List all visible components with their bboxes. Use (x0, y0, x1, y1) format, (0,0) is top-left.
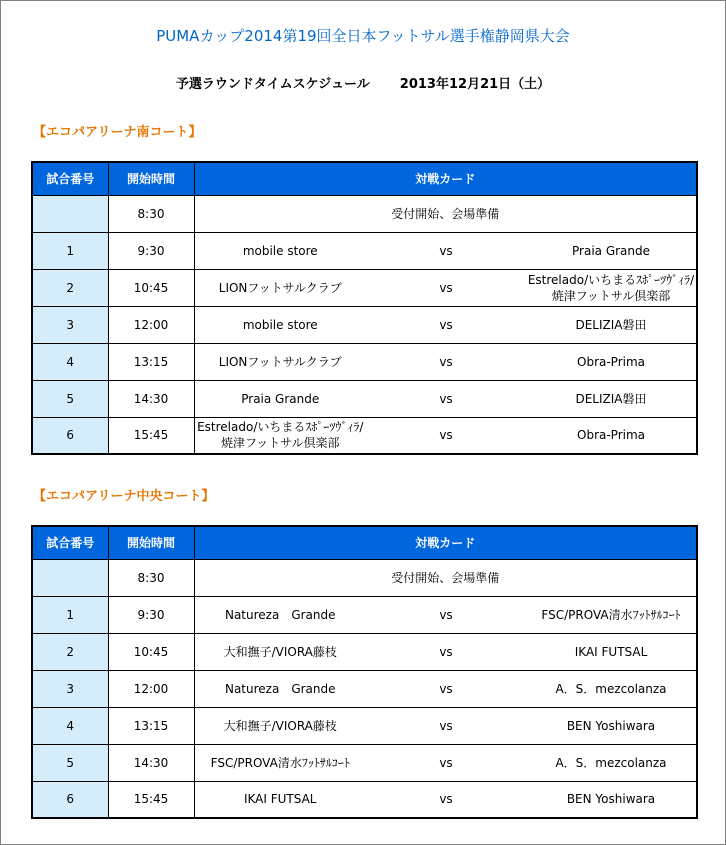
match-time: 14:30 (108, 380, 194, 417)
table-header-row (32, 162, 697, 195)
match-number: 5 (32, 744, 108, 781)
vs-label: vs (366, 707, 526, 744)
vs-label: vs (366, 633, 526, 670)
opening-row (32, 195, 697, 232)
home-team: 大和撫子/VIORA藤枝 (194, 707, 366, 744)
schedule-table-south-court (31, 161, 698, 455)
home-team: FSC/PROVA清水ﾌｯﾄｻﾙｺｰﾄ (194, 744, 366, 781)
match-number: 3 (32, 670, 108, 707)
home-team: LIONフットサルクラブ (194, 343, 366, 380)
match-number: 3 (32, 306, 108, 343)
subtitle-date: 2013年12月21日（土） (399, 77, 551, 92)
opening-time: 8:30 (108, 195, 194, 232)
match-number: 1 (32, 596, 108, 633)
match-row (32, 744, 697, 781)
match-time: 15:45 (108, 781, 194, 818)
vs-label: vs (366, 343, 526, 380)
section-heading-south-court: 【エコパアリーナ南コート】 (33, 125, 202, 140)
opening-match-no (32, 559, 108, 596)
match-row (32, 306, 697, 343)
home-team: Estrelado/いちまるｽﾎﾟｰﾂｳﾞｨﾗ/ 焼津フットサル倶楽部 (194, 417, 366, 454)
header-match-no: 試合番号 (32, 526, 108, 559)
opening-text: 受付開始、会場準備 (194, 195, 697, 232)
match-time: 14:30 (108, 744, 194, 781)
match-row (32, 380, 697, 417)
home-team: IKAI FUTSAL (194, 781, 366, 818)
header-card: 対戦カード (194, 526, 697, 559)
vs-label: vs (366, 417, 526, 454)
home-team: Natureza Grande (194, 596, 366, 633)
match-number: 2 (32, 269, 108, 306)
match-row (32, 343, 697, 380)
match-number: 5 (32, 380, 108, 417)
match-row (32, 633, 697, 670)
match-number: 6 (32, 781, 108, 818)
match-time: 13:15 (108, 343, 194, 380)
vs-label: vs (366, 232, 526, 269)
subtitle-label: 予選ラウンドタイムスケジュール (175, 77, 370, 92)
match-row (32, 269, 697, 306)
vs-label: vs (366, 744, 526, 781)
match-number: 2 (32, 633, 108, 670)
home-team: mobile store (194, 232, 366, 269)
match-time: 15:45 (108, 417, 194, 454)
home-team: Natureza Grande (194, 670, 366, 707)
header-match-no: 試合番号 (32, 162, 108, 195)
match-row (32, 781, 697, 818)
opening-match-no (32, 195, 108, 232)
away-team: DELIZIA磐田 (526, 306, 697, 343)
away-team: A．S．mezcolanza (526, 744, 697, 781)
vs-label: vs (366, 380, 526, 417)
match-time: 10:45 (108, 633, 194, 670)
header-start-time: 開始時間 (108, 162, 194, 195)
match-number: 4 (32, 343, 108, 380)
match-time: 9:30 (108, 232, 194, 269)
home-team: LIONフットサルクラブ (194, 269, 366, 306)
match-row (32, 417, 697, 454)
table-header-row (32, 526, 697, 559)
vs-label: vs (366, 269, 526, 306)
vs-label: vs (366, 670, 526, 707)
match-time: 10:45 (108, 269, 194, 306)
away-team: Estrelado/いちまるｽﾎﾟｰﾂｳﾞｨﾗ/ 焼津フットサル倶楽部 (526, 269, 697, 306)
schedule-subtitle (1, 73, 725, 92)
home-team: 大和撫子/VIORA藤枝 (194, 633, 366, 670)
match-time: 13:15 (108, 707, 194, 744)
home-team: mobile store (194, 306, 366, 343)
vs-label: vs (366, 306, 526, 343)
match-number: 6 (32, 417, 108, 454)
header-start-time: 開始時間 (108, 526, 194, 559)
away-team: A．S．mezcolanza (526, 670, 697, 707)
away-team: Obra-Prima (526, 343, 697, 380)
match-number: 4 (32, 707, 108, 744)
header-card: 対戦カード (194, 162, 697, 195)
match-time: 9:30 (108, 596, 194, 633)
away-team: Obra-Prima (526, 417, 697, 454)
match-time: 12:00 (108, 670, 194, 707)
opening-text: 受付開始、会場準備 (194, 559, 697, 596)
vs-label: vs (366, 596, 526, 633)
page-title: PUMAカップ2014第19回全日本フットサル選手権静岡県大会 (156, 27, 570, 45)
match-row (32, 596, 697, 633)
match-row (32, 670, 697, 707)
away-team: Praia Grande (526, 232, 697, 269)
schedule-table-central-court (31, 525, 698, 819)
away-team: IKAI FUTSAL (526, 633, 697, 670)
match-row (32, 232, 697, 269)
opening-row (32, 559, 697, 596)
opening-time: 8:30 (108, 559, 194, 596)
away-team: FSC/PROVA清水ﾌｯﾄｻﾙｺｰﾄ (526, 596, 697, 633)
away-team: DELIZIA磐田 (526, 380, 697, 417)
match-row (32, 707, 697, 744)
match-time: 12:00 (108, 306, 194, 343)
section-heading-central-court: 【エコパアリーナ中央コート】 (33, 489, 215, 504)
away-team: BEN Yoshiwara (526, 707, 697, 744)
vs-label: vs (366, 781, 526, 818)
match-number: 1 (32, 232, 108, 269)
home-team: Praia Grande (194, 380, 366, 417)
away-team: BEN Yoshiwara (526, 781, 697, 818)
